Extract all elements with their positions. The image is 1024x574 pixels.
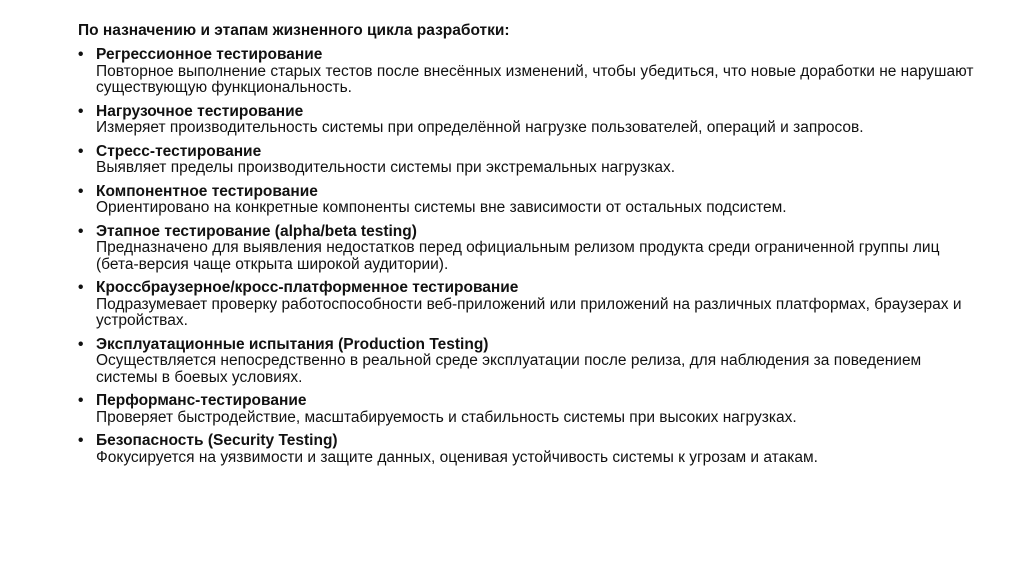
item-description: Повторное выполнение старых тестов после внесённых изменений, чтобы убедиться, что новые доработки не нарушают существующую функциональность. — [96, 62, 974, 96]
bullet-icon: • — [78, 142, 84, 160]
list-item-cross-browser — [78, 280, 978, 330]
item-title: Стресс-тестирование — [96, 142, 262, 160]
testing-types-list — [78, 47, 978, 466]
item-description: Проверяет быстродействие, масштабируемость и стабильность системы при высоких нагрузках. — [96, 408, 797, 426]
list-item-performance — [78, 393, 978, 426]
item-title: Регрессионное тестирование — [96, 46, 323, 63]
bullet-icon: • — [78, 392, 84, 409]
list-item-regression — [78, 47, 978, 97]
bullet-icon: • — [78, 335, 84, 353]
slide-content — [78, 22, 978, 473]
item-title: Этапное тестирование (alpha/beta testing) — [96, 222, 417, 240]
bullet-icon: • — [78, 222, 84, 240]
item-title: Перформанс-тестирование — [96, 392, 307, 409]
list-item-production — [78, 337, 978, 387]
list-item-security — [78, 433, 978, 466]
item-description: Подразумевает проверку работоспособности веб-приложений или приложений на различных платформах, браузерах и устройствах. — [96, 295, 962, 329]
item-title: Компонентное тестирование — [96, 182, 318, 200]
bullet-icon: • — [78, 102, 84, 120]
bullet-icon: • — [78, 182, 84, 200]
item-description: Измеряет производительность системы при определённой нагрузке пользователей, операций и запросов. — [96, 119, 864, 136]
bullet-icon: • — [78, 432, 84, 449]
item-description: Выявляет пределы производительности системы при экстремальных нагрузках. — [96, 159, 676, 176]
slide-heading: По назначению и этапам жизненного цикла разработки: — [78, 22, 510, 39]
item-description: Осуществляется непосредственно в реальной среде эксплуатации после релиза, для наблюдения за поведением системы в боевых условиях. — [96, 352, 922, 386]
list-item-component — [78, 184, 978, 217]
item-title: Кроссбраузерное/кросс-платформенное тестирование — [96, 279, 519, 296]
item-description: Ориентировано на конкретные компоненты системы вне зависимости от остальных подсистем. — [96, 199, 787, 216]
bullet-icon: • — [78, 279, 84, 296]
item-title: Эксплуатационные испытания (Production Testing) — [96, 335, 489, 353]
item-title: Безопасность (Security Testing) — [96, 432, 338, 449]
list-item-load — [78, 104, 978, 137]
item-description: Предназначено для выявления недостатков перед официальным релизом продукта среди ограниченной группы лиц (бета-версия чаще открыта широкой аудитории). — [96, 239, 940, 273]
item-title: Нагрузочное тестирование — [96, 102, 304, 120]
list-item-staged — [78, 224, 978, 274]
list-item-stress — [78, 144, 978, 177]
bullet-icon: • — [78, 46, 84, 63]
item-description: Фокусируется на уязвимости и защите данных, оценивая устойчивость системы к угрозам и атакам. — [96, 448, 818, 466]
